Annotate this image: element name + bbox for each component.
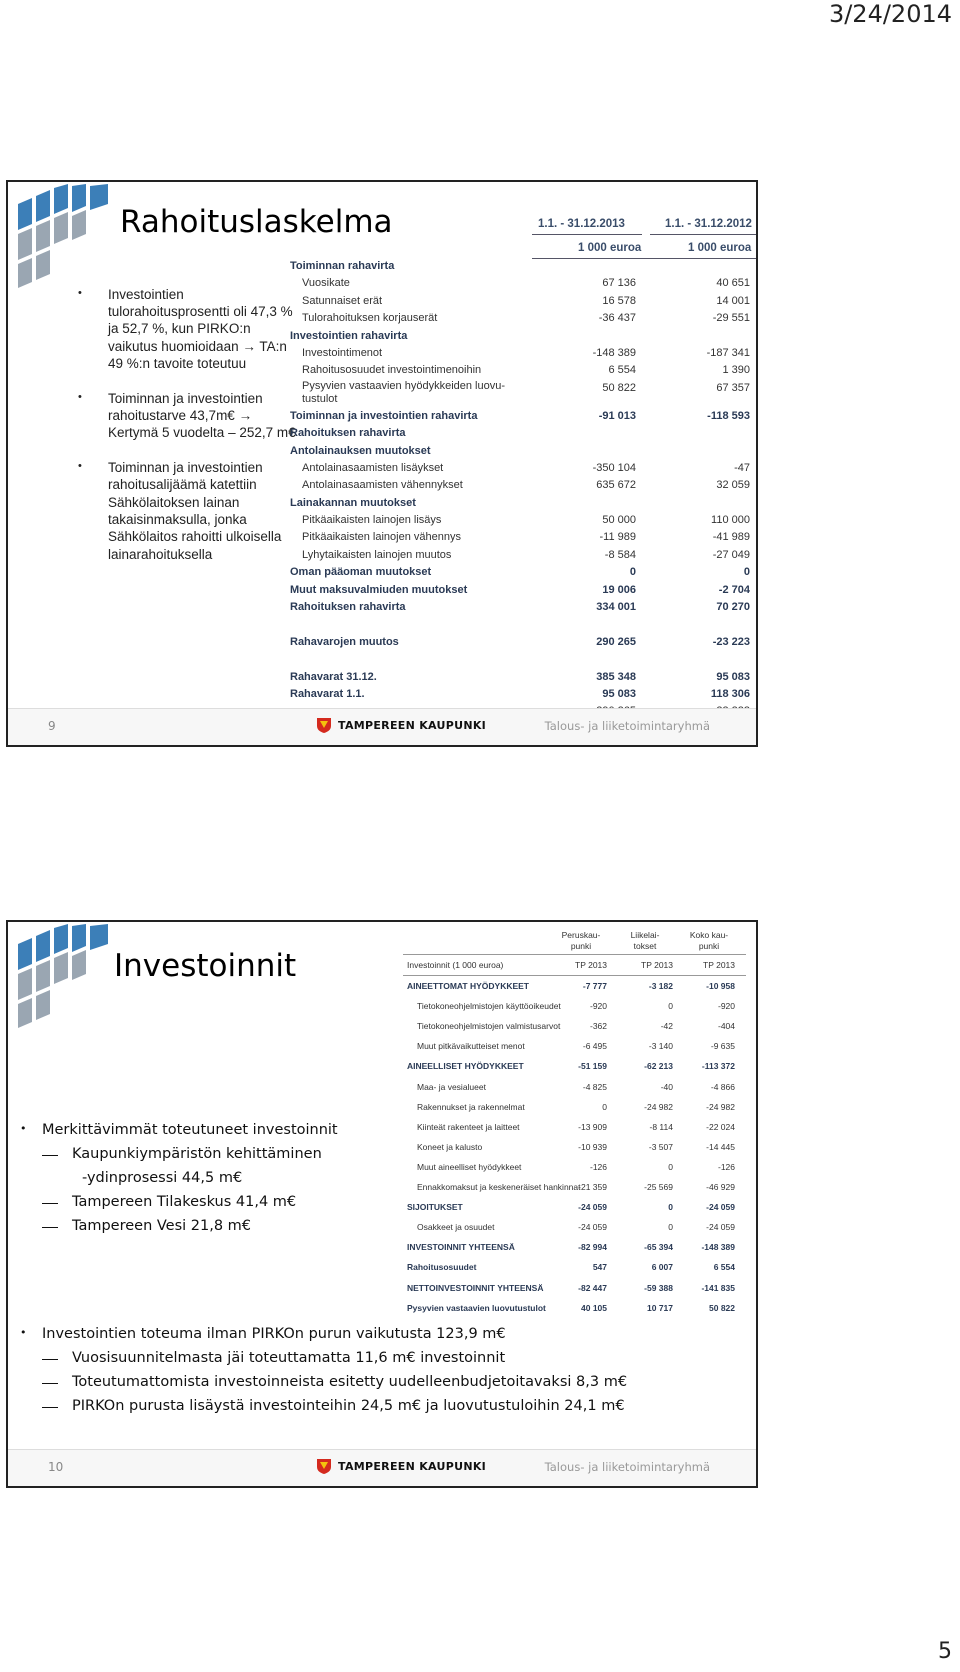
table-row: [403, 976, 746, 996]
row-label: Rahoitusosuudet: [407, 1262, 477, 1273]
value-2013: -11 989: [599, 531, 636, 544]
table-row: [403, 1016, 746, 1036]
cell-value: -25 569: [644, 1182, 673, 1193]
value-2013: 50 000: [602, 514, 636, 527]
value-2012: 14 001: [716, 294, 750, 307]
table-row: [290, 669, 756, 686]
table-row: [290, 408, 756, 425]
row-label: Tietokoneohjelmistojen valmistusarvot: [417, 1021, 561, 1032]
cell-value: -7 777: [582, 981, 607, 992]
row-label: Maa- ja vesialueet: [417, 1081, 486, 1092]
row-header: Investoinnit (1 000 euroa): [407, 960, 504, 970]
footer-logo: [316, 1458, 486, 1474]
value-2012: 67 357: [716, 381, 750, 394]
cell-value: 10 717: [647, 1302, 673, 1313]
col-unit-2013: 1 000 euroa: [578, 242, 642, 254]
bullet-list-toteuma: [20, 1326, 627, 1414]
row-label: INVESTOINNIT YHTEENSÄ: [407, 1242, 515, 1253]
cell-value: -8 114: [649, 1121, 673, 1132]
value-2013: -8 584: [604, 548, 636, 561]
value-2013: -350 104: [592, 461, 636, 474]
header-date: 3/24/2014: [828, 0, 952, 28]
cell-value: -3 140: [648, 1041, 673, 1052]
value-2013: -36 437: [598, 312, 636, 325]
table-row: [290, 425, 756, 442]
cell-value: -59 388: [644, 1282, 673, 1293]
cell-value: -24 059: [706, 1222, 735, 1233]
value-2013: 334 001: [596, 601, 636, 614]
sub-bullet: Toteutumattomista investoinneista esitetty uudelleenbudjetoitavaksi 8,3 m€: [20, 1374, 627, 1390]
investments-table: [403, 930, 746, 1318]
value-2012: 110 000: [711, 514, 750, 527]
cell-value: -404: [717, 1021, 735, 1032]
table-row: [290, 275, 756, 292]
table-row: [290, 310, 756, 327]
cell-value: -40: [660, 1081, 673, 1092]
row-label: Satunnaiset erät: [302, 294, 383, 307]
table-row: [403, 1036, 746, 1056]
row-label: Koneet ja kalusto: [417, 1141, 483, 1152]
col-header-2013: 1.1. - 31.12.2013: [538, 218, 625, 230]
value-2012: 95 083: [716, 670, 750, 683]
row-label: Ennakkomaksut ja keskeneräiset hankinnat: [417, 1182, 581, 1193]
value-2012: -29 551: [712, 312, 750, 325]
page-number: 5: [938, 1639, 952, 1664]
cell-value: -10 958: [706, 981, 735, 992]
table-row: [403, 1056, 746, 1076]
row-label: AINEELLISET HYÖDYKKEET: [407, 1061, 524, 1072]
sub-bullet: Tampereen Tilakeskus 41,4 m€: [20, 1194, 338, 1210]
table-row: [290, 345, 756, 362]
cash-flow-table: [290, 212, 756, 721]
table-row: [290, 443, 756, 460]
table-row: [403, 1217, 746, 1237]
footer-logo-text: TAMPEREEN KAUPUNKI: [338, 1459, 487, 1473]
sub-header: TP 2013: [575, 960, 607, 970]
value-2012: -27 049: [712, 548, 750, 561]
row-label: Investointimenot: [302, 346, 383, 359]
footer-logo-text: TAMPEREEN KAUPUNKI: [338, 718, 487, 732]
row-label: Muut maksuvalmiuden muutokset: [290, 583, 468, 596]
row-label: Oman pääoman muutokset: [290, 566, 432, 579]
value-2013: 19 006: [602, 583, 636, 596]
row-label: SIJOITUKSET: [407, 1202, 463, 1213]
cell-value: -148 389: [701, 1242, 735, 1253]
cell-value: -82 994: [578, 1242, 607, 1253]
table-row: [290, 380, 756, 408]
table-row: [403, 1298, 746, 1318]
sub-bullet: PIRKOn purusta lisäystä investointeihin 24,5 m€ ja luovutustuloihin 24,1 m€: [20, 1398, 627, 1414]
cell-value: -24 059: [706, 1202, 735, 1213]
row-label: Rahoituksen rahavirta: [290, 427, 406, 440]
value-2013: -148 389: [592, 346, 636, 359]
row-label: Lainakannan muutokset: [290, 496, 416, 509]
bullet-item: • Investointien toteuma ilman PIRKOn purun vaikutusta 123,9 m€: [20, 1326, 627, 1342]
tampere-crest-icon: [316, 1458, 332, 1474]
table-row: [290, 328, 756, 345]
row-label: Pysyvien vastaavien luovutustulot: [407, 1302, 546, 1313]
bullet-item: • Merkittävimmät toteutuneet investoinnit: [20, 1122, 338, 1138]
table-row: [290, 477, 756, 494]
cell-value: 50 822: [709, 1302, 735, 1313]
table-row: [403, 1197, 746, 1217]
row-label: Muut pitkävaikutteiset menot: [417, 1041, 525, 1052]
value-2012: -47: [734, 461, 750, 474]
value-2012: 118 306: [710, 687, 750, 700]
cell-value: -24 982: [706, 1101, 735, 1112]
row-label: Antolainasaamisten lisäykset: [302, 461, 444, 474]
cell-value: -126: [717, 1161, 735, 1172]
bullet-list-investments: [20, 1122, 338, 1234]
sub-header: TP 2013: [703, 960, 735, 970]
row-label: Rahavarat 1.1.: [290, 687, 365, 700]
table-row: [403, 1097, 746, 1117]
slide-rahoituslaskelma: [6, 180, 758, 747]
col-header-liikelaitokset: Liikelai- tokset: [630, 930, 660, 951]
cell-value: 6 007: [651, 1262, 673, 1273]
row-label: Tulorahoituksen korjauserät: [302, 312, 438, 325]
table-row: [290, 547, 756, 564]
table-row: [290, 599, 756, 616]
table-row: [403, 1137, 746, 1157]
cell-value: 6 554: [713, 1262, 735, 1273]
cell-value: 0: [668, 1202, 673, 1213]
value-2013: 50 822: [602, 381, 636, 394]
cell-value: -9 635: [710, 1041, 735, 1052]
slide-number: 10: [48, 1460, 64, 1474]
cell-value: -24 982: [644, 1101, 673, 1112]
table-row: [290, 564, 756, 581]
row-label: Toiminnan ja investointien rahavirta: [290, 409, 478, 422]
value-2012: -187 341: [706, 346, 750, 359]
table-row: [403, 1278, 746, 1298]
cell-value: -24 059: [578, 1222, 607, 1233]
cell-value: -362: [589, 1021, 607, 1032]
col-header-2012: 1.1. - 31.12.2012: [665, 218, 752, 230]
cell-value: -126: [589, 1161, 607, 1172]
sub-bullet: Tampereen Vesi 21,8 m€: [20, 1218, 338, 1234]
sub-header: TP 2013: [641, 960, 673, 970]
row-label: NETTOINVESTOINNIT YHTEENSÄ: [407, 1282, 544, 1293]
row-label: Investointien rahavirta: [290, 329, 408, 342]
value-2013: 0: [629, 566, 636, 579]
row-label: Pysyvien vastaavien hyödykkeiden luovu- tustulot: [302, 379, 506, 405]
value-2012: 0: [743, 566, 750, 579]
row-label: Toiminnan rahavirta: [290, 260, 395, 272]
cell-value: 0: [668, 1001, 673, 1012]
cell-value: -4 866: [710, 1081, 735, 1092]
cell-value: -51 159: [578, 1061, 607, 1072]
slide-footer: [8, 1449, 756, 1486]
row-label: Kiinteät rakenteet ja laitteet: [417, 1121, 520, 1132]
value-2013: 67 136: [602, 277, 636, 290]
value-2012: 70 270: [716, 601, 750, 614]
slide-investoinnit: [6, 920, 758, 1488]
bullet-item: • Toiminnan ja investointien rahoitustarve 43,7m€ → Kertymä 5 vuodelta – 252,7 m€: [78, 390, 296, 442]
table-row: [290, 512, 756, 529]
cell-value: -13 909: [578, 1121, 607, 1132]
bullet-list: [38, 286, 296, 581]
cell-value: -21 359: [578, 1182, 607, 1193]
row-label: Lyhytaikaisten lainojen muutos: [302, 548, 452, 561]
slide-title: Investoinnit: [114, 948, 297, 984]
cell-value: -113 372: [701, 1061, 735, 1072]
table-row: [403, 1157, 746, 1177]
footer-org: Talous- ja liiketoimintaryhmä: [544, 719, 710, 733]
col-unit-2012: 1 000 euroa: [688, 242, 752, 254]
cell-value: -82 447: [578, 1282, 607, 1293]
cell-value: -4 825: [582, 1081, 607, 1092]
tampere-pattern-logo-icon: [12, 924, 116, 1028]
row-label: Vuosikate: [302, 277, 350, 290]
table-row: [290, 529, 756, 546]
row-label: AINEETTOMAT HYÖDYKKEET: [407, 981, 529, 992]
cell-value: -14 445: [706, 1141, 735, 1152]
tampere-crest-icon: [316, 717, 332, 733]
cell-value: -62 213: [644, 1061, 673, 1072]
value-2013: 290 265: [596, 635, 636, 648]
footer-logo: [316, 717, 486, 733]
cell-value: -10 939: [578, 1141, 607, 1152]
cell-value: -920: [589, 1001, 607, 1012]
footer-org: Talous- ja liiketoimintaryhmä: [544, 1460, 710, 1474]
value-2013: 635 672: [596, 479, 636, 492]
table-row: [403, 996, 746, 1016]
row-label: Muut aineelliset hyödykkeet: [417, 1161, 522, 1172]
sub-bullet: Kaupunkiympäristön kehittäminen: [20, 1146, 338, 1162]
tampere-pattern-logo-icon: [12, 184, 116, 288]
value-2012: 1 390: [722, 364, 750, 377]
row-label: Rakennukset ja rakennelmat: [417, 1101, 525, 1112]
row-label: Pitkäaikaisten lainojen vähennys: [302, 531, 461, 544]
col-header-koko-kaupunki: Koko kau- punki: [689, 930, 729, 951]
slide-number: 9: [48, 719, 56, 733]
bullet-item: • Investointien tulorahoitusprosentti oli 47,3 % ja 52,7 %, kun PIRKO:n vaikutus huomioidaan → TA:n 49 %:n tavoite toteutuu: [78, 286, 296, 373]
cell-value: -920: [717, 1001, 735, 1012]
cell-value: -3 507: [648, 1141, 673, 1152]
row-label: Rahoitusosuudet investointimenoihin: [302, 364, 482, 377]
table-row: [290, 582, 756, 599]
cell-value: -141 835: [701, 1282, 735, 1293]
bullet-item: • Toiminnan ja investointien rahoitusalijäämä katettiin Sähkölaitoksen lainan takaisinmaksulla, jonka Sähkölaitos rahoitti ulkoisella lainarahoituksella: [78, 459, 296, 563]
col-header-peruskaupunki: Peruskau- punki: [561, 930, 601, 951]
cell-value: -65 394: [644, 1242, 673, 1253]
cell-value: -6 495: [582, 1041, 607, 1052]
value-2012: -118 593: [707, 409, 750, 422]
cell-value: 0: [602, 1101, 607, 1112]
table-row: [290, 258, 756, 275]
table-row: [290, 293, 756, 310]
sub-bullet: Vuosisuunnitelmasta jäi toteuttamatta 11,6 m€ investoinnit: [20, 1350, 627, 1366]
table-row: [290, 651, 756, 668]
table-row: [290, 362, 756, 379]
table-row: [290, 686, 756, 703]
value-2013: -91 013: [598, 409, 636, 422]
row-label: Pitkäaikaisten lainojen lisäys: [302, 514, 442, 527]
cell-value: 0: [668, 1161, 673, 1172]
value-2012: 32 059: [716, 479, 750, 492]
cell-value: -22 024: [706, 1121, 735, 1132]
value-2012: -23 223: [712, 635, 750, 648]
table-row: [403, 1177, 746, 1197]
row-label: Osakkeet ja osuudet: [417, 1222, 495, 1233]
table-row: [290, 495, 756, 512]
row-label: Rahoituksen rahavirta: [290, 601, 406, 614]
slide-title: Rahoituslaskelma: [120, 204, 393, 240]
table-row: [290, 634, 756, 651]
cell-value: -24 059: [578, 1202, 607, 1213]
table-row: [403, 1117, 746, 1137]
cell-value: 547: [592, 1262, 607, 1273]
row-label: Rahavarojen muutos: [290, 635, 399, 648]
cell-value: -46 929: [706, 1182, 735, 1193]
slide-footer: [8, 708, 756, 745]
cell-value: -3 182: [648, 981, 673, 992]
table-row: [403, 1077, 746, 1097]
value-2013: 95 083: [602, 687, 636, 700]
value-2012: -41 989: [712, 531, 750, 544]
value-2013: 6 554: [608, 364, 636, 377]
value-2013: 385 348: [596, 670, 636, 683]
row-label: Antolainasaamisten vähennykset: [302, 479, 463, 492]
cell-value: 0: [668, 1222, 673, 1233]
row-label: Antolainauksen muutokset: [290, 444, 431, 457]
row-label: Tietokoneohjelmistojen käyttöoikeudet: [417, 1001, 561, 1012]
cell-value: 40 105: [581, 1302, 607, 1313]
value-2012: -2 704: [718, 583, 750, 596]
table-row: [403, 1257, 746, 1277]
sub-bullet: -ydinprosessi 44,5 m€: [82, 1170, 243, 1186]
value-2012: 40 651: [716, 277, 750, 290]
row-label: Rahavarat 31.12.: [290, 670, 377, 683]
table-row: [403, 1237, 746, 1257]
table-row: [290, 616, 756, 633]
cell-value: -42: [660, 1021, 673, 1032]
table-row: [290, 460, 756, 477]
value-2013: 16 578: [602, 294, 636, 307]
